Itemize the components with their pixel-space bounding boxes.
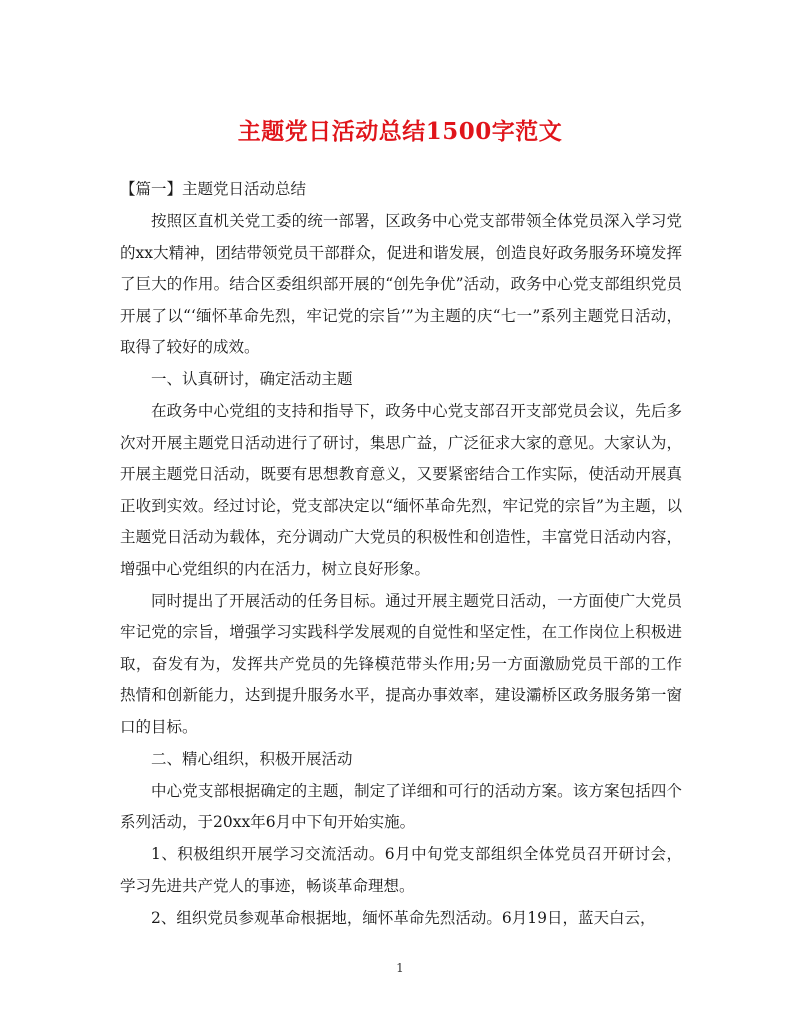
page-number: 1 [396,961,404,975]
paragraph: 在政务中心党组的支持和指导下，政务中心党支部召开支部党员会议，先后多次对开展主题党日活动进行了研讨，集思广益，广泛征求大家的意见。大家认为，开展主题党日活动，既要有思想教育意义，又要紧密结合工作实际，使活动开展真正收到实效。经过讨论，党支部决定以“缅怀革命先烈，牢记党的宗旨”为主题，以主题党日活动为载体，充分调动广大党员的积极性和创造性，丰富党日活动内容，增强中心党组织的内在活力，树立良好形象。 [120,402,682,578]
section-heading: 一、认真研讨，确定活动主题 [151,370,353,388]
list-item: 2、组织党员参观革命根据地，缅怀革命先烈活动。6月19日，蓝天白云， [151,908,656,927]
document-body [120,174,682,935]
list-item: 1、积极组织开展学习交流活动。6月中旬党支部组织全体党员召开研讨会，学习先进共产党人的事迹，畅谈革命理想。 [120,845,682,895]
paragraph: 同时提出了开展活动的任务目标。通过开展主题党日活动，一方面使广大党员牢记党的宗旨，增强学习实践科学发展观的自觉性和坚定性，在工作岗位上积极进取，奋发有为，发挥共产党员的先锋模范带头作用;另一方面激励党员干部的工作热情和创新能力，达到提升服务水平，提高办事效率，建设灞桥区政务服务第一窗口的目标。 [120,591,682,736]
section-label: 【篇一】主题党日活动总结 [120,180,307,198]
section-heading: 二、精心组织，积极开展活动 [151,749,353,768]
paragraph: 按照区直机关党工委的统一部署，区政务中心党支部带领全体党员深入学习党的xx大精神，团结带领党员干部群众，促进和谐发展，创造良好政务服务环境发挥了巨大的作用。结合区委组织部开展的“创先争优”活动，政务中心党支部组织党员开展了以“‘缅怀革命先烈，牢记党的宗旨’”为主题的庆“七一”系列主题党日活动，取得了较好的成效。 [120,212,682,356]
paragraph: 中心党支部根据确定的主题，制定了详细和可行的活动方案。该方案包括四个系列活动，于20xx年6月中下旬开始实施。 [120,781,682,831]
document-title: 主题党日活动总结1500字范文 [237,118,563,145]
